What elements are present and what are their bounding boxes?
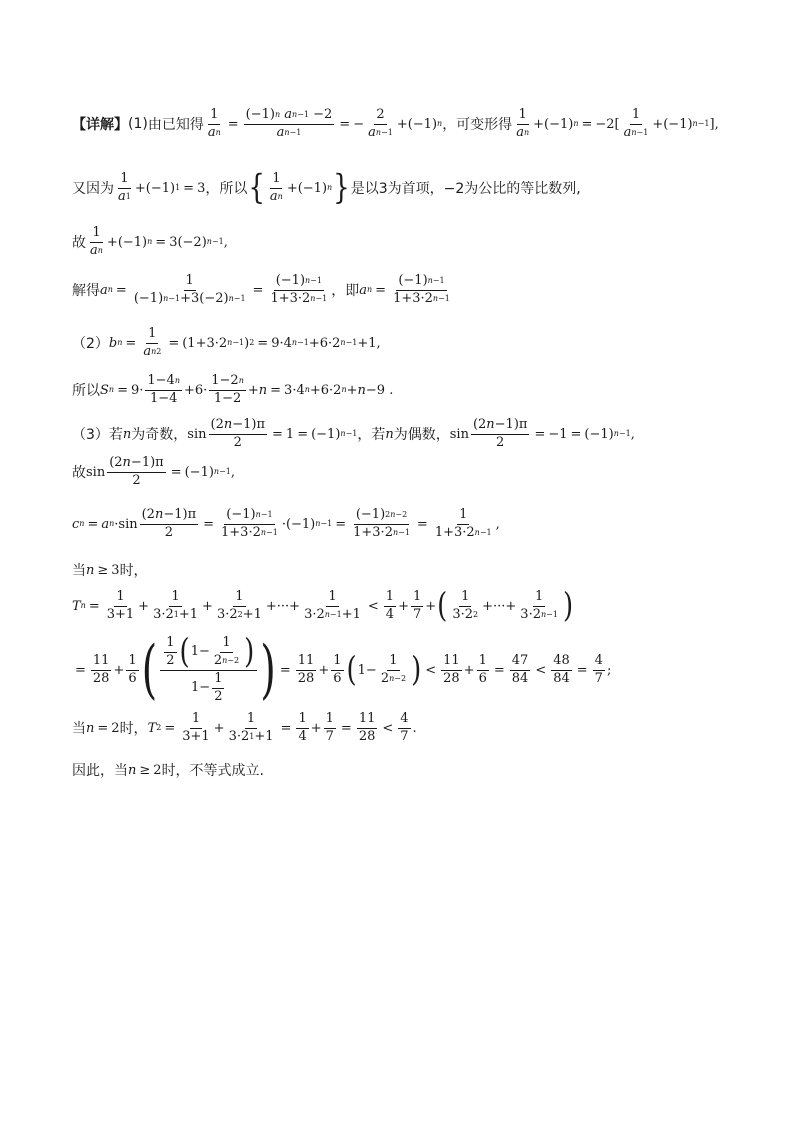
text-so-sum: 所以: [72, 383, 100, 400]
line-9: [72, 508, 500, 541]
line-4: [72, 274, 454, 307]
text-solve-get: 解得: [72, 283, 100, 300]
formula-tn-chain: = $\frac{11}{28}$ + $\frac{1}{6}$ ( $\frac{1}{2}$ ( 1− 1 2 n−2 ) 1− $\frac{1}{2}$ ) = $\frac{11}{28}$ + $\frac{1}{6}$ ( 1− 1 2 n−2 ) < $\frac{11}{28}$ + $\frac{1}{6}$ = $\frac{47}{84}$ < $\frac{48}{84}$ = $\frac{4}{7}$ ;: [75, 632, 612, 708]
formula-general: 1 a n +(−1) n = 3(−2) n−1 ,: [90, 225, 228, 258]
line-10: 当 n ≥ 3 时，: [72, 560, 148, 580]
formula-sn: S n = 9· 1−4 n 1−4 +6· 1−2 n 1−2 + n = 3·4 n +6·2 n + n −9 .: [100, 373, 394, 406]
text-when-eq2-tail: 时，: [119, 721, 148, 738]
part1-label: (1): [128, 116, 148, 133]
text-from-known: 由已知得: [147, 117, 204, 134]
part3-label: （3）: [72, 427, 109, 444]
line-12: [72, 632, 612, 708]
line-14: 因此，当 n ≥ 2 时，不等式成立.: [72, 760, 264, 780]
text-when-ge3-tail: 时，: [119, 563, 148, 579]
formula-t2: T 2 = $\frac{1}{3+1}$ + 1 3·2 1 +1 = $\frac{1}{4}$ + $\frac{1}{7}$ = $\frac{11}{28}$ < $\frac{4}{7}$ .: [147, 711, 417, 744]
solution-header: 【详解】: [72, 117, 128, 134]
formula-cn: c n = a n ·sin (2 n −1)π 2 = (−1) n−1 1+3·2 n−1 ·(−1) n−1 = (−1) 2n−2 1+3·2 n−1 = 1 1+3·2 n−1 ,: [72, 507, 500, 540]
formula-sin-even: sin (2 n −1)π 2 = −1 = (−1) n−1 ,: [449, 417, 635, 450]
line-1: [72, 108, 719, 141]
formula-transform: 1 a n +(−1) n = −2[ 1 a n−1 +(−1) n−1 ],: [516, 107, 719, 140]
text-even: 为偶数，: [393, 427, 450, 444]
formula-bn: b n = 1 a n 2 = (1+3·2 n−1 ) 2 = 9·4 n−1 +6·2 n−1 +1,: [108, 326, 381, 359]
formula-tn-bound: T n = $\frac{1}{3+1}$ + 1 3·2 1 +1 + 1 3·2 2 +1 +···+ 1 3·2 n−1 +1 < $\frac{1}{4}$ + $\frac{1}{7}$ + ( 1 3·2 2 +···+ 1 3·2 n−1 ): [72, 586, 574, 626]
text-when-2: 当: [72, 721, 86, 738]
formula-sequence-set: { 1 a n +(−1) n }: [248, 168, 350, 208]
text-conclusion-b: 时，不等式成立.: [161, 763, 265, 779]
text-is-geometric: 是以3为首项，−2为公比的等比数列,: [350, 181, 581, 198]
line-5: [72, 327, 381, 360]
text-when-1: 当: [72, 563, 86, 579]
text-also-because: 又因为: [72, 181, 114, 198]
formula-an-final: a n = (−1) n−1 1+3·2 n−1: [359, 273, 450, 306]
line-11: [72, 586, 574, 626]
formula-sin-odd: sin (2 n −1)π 2 = 1 = (−1) n−1: [187, 417, 358, 450]
line-8: [72, 456, 235, 489]
formula-an: a n = 1 (−1) n−1 +3(−2) n−1 = (−1) n−1 1+3·2 n−1: [100, 273, 328, 306]
line-13: 当 n = 2 时， T 2 = $\frac{1}{3+1}$ + 1 3·2 1 +1 = $\frac{1}{4}$ + $\frac{1}{7}$ = $\frac{11}{28}$ < $\frac{4}{7}$ .: [72, 711, 417, 744]
text-therefore-1: 故: [72, 235, 86, 252]
formula-recurrence: 1 a n = (−1) n a n−1 −2 a n−1 = − 2 a n−1 +(−1) n: [207, 107, 443, 140]
text-conclusion-a: 因此，当: [72, 763, 128, 779]
line-2: [72, 168, 581, 208]
line-6: [72, 374, 393, 407]
part2-label: （2）: [72, 336, 109, 353]
line-7: （3） 若 n 为奇数， sin (2 n −1)π 2 = 1 = (−1) n−1 ，若 n 为偶数， sin (2 n −1)π 2 = −1 = (−1) n−1 ,: [72, 417, 635, 450]
formula-sin-general: sin (2 n −1)π 2 = (−1) n−1 ,: [86, 455, 236, 488]
text-can-transform: ，可变形得: [442, 117, 513, 134]
text-odd: 为奇数，: [131, 427, 188, 444]
text-therefore-2: 故: [72, 465, 86, 482]
text-if-2: ，若: [357, 427, 386, 444]
line-3: [72, 226, 228, 259]
text-so: ，所以: [205, 181, 248, 198]
text-ie: ，即: [331, 283, 360, 300]
formula-initial: 1 a 1 +(−1) 1 = 3: [118, 171, 206, 204]
text-if: 若: [108, 427, 123, 444]
